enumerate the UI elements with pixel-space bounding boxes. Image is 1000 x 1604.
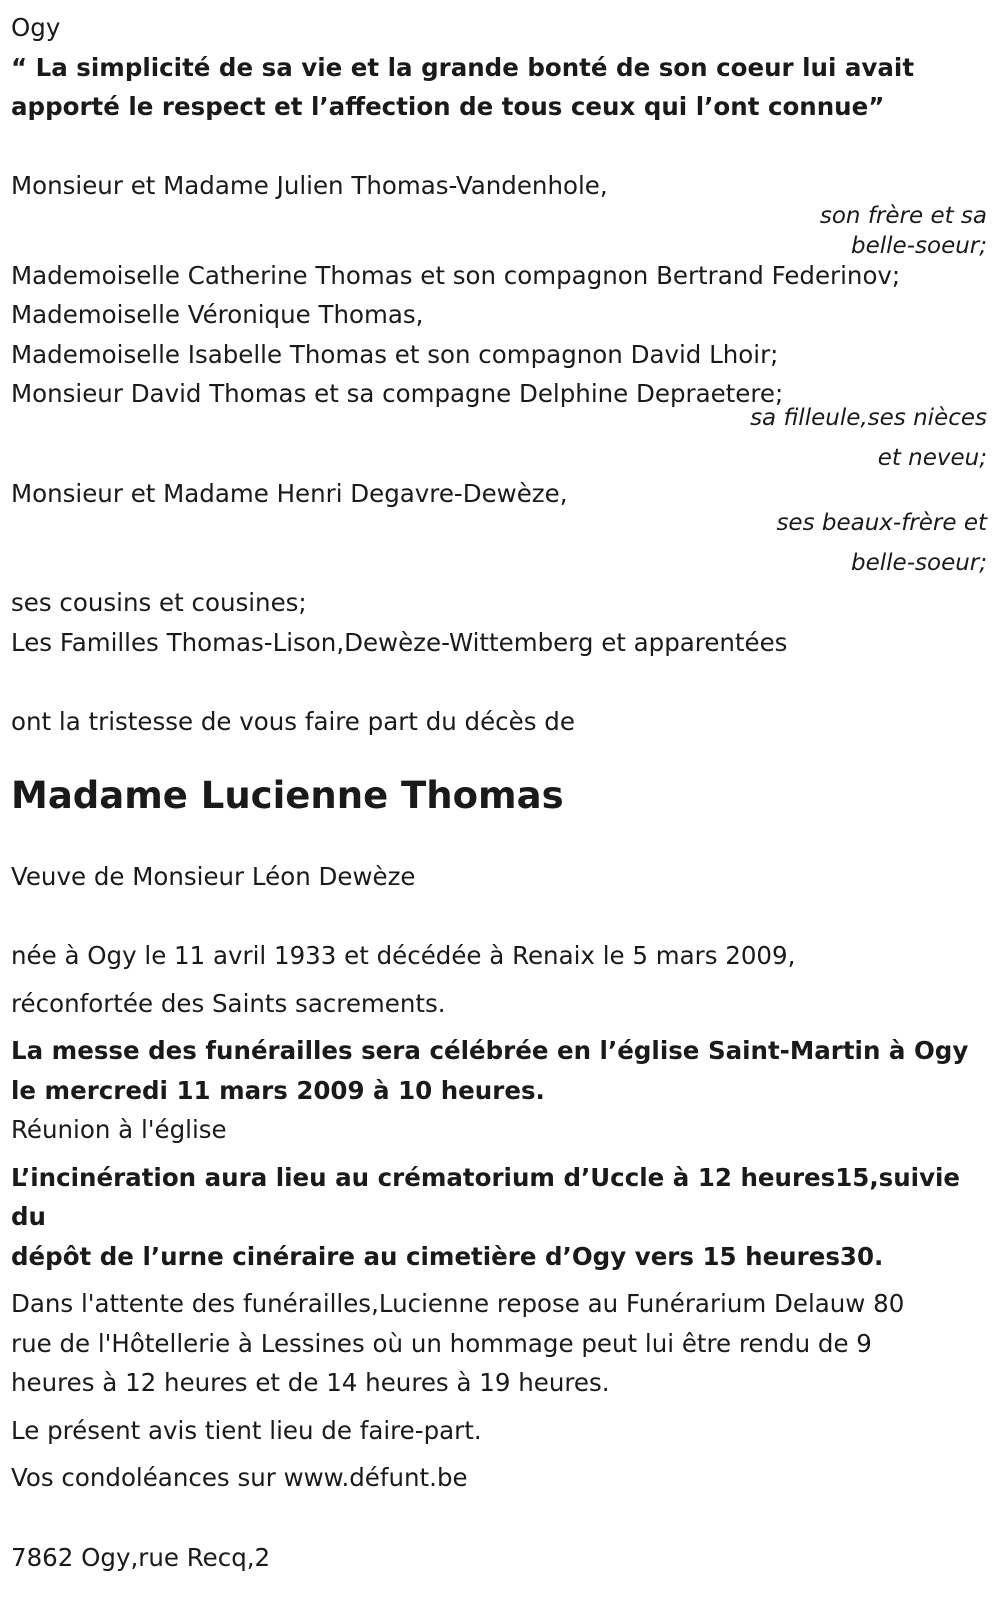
- funeral-mass: [11, 1031, 990, 1110]
- family-veronique: Mademoiselle Véronique Thomas,: [11, 300, 424, 329]
- quote-line-2: apporté le respect et l’affection de tous ceux qui l’ont connue”: [11, 92, 885, 121]
- family-david: Monsieur David Thomas et sa compagne Delphine Depraetere;: [11, 379, 784, 408]
- family-henri: Monsieur et Madame Henri Degavre-Dewèze,: [11, 478, 568, 508]
- visitation-line-2: rue de l'Hôtellerie à Lessines où un hommage peut lui être rendu de 9: [11, 1328, 872, 1358]
- visitation-line-1: Dans l'attente des funérailles,Lucienne repose au Funérarium Delauw 80: [11, 1289, 905, 1318]
- location-header: Ogy: [11, 13, 61, 42]
- relation-inlaws-1: ses beaux-frère et: [776, 510, 987, 536]
- family-cousins: ses cousins et cousines;: [11, 588, 307, 617]
- family-catherine: Mademoiselle Catherine Thomas et son compagnon Bertrand Federinov;: [11, 260, 901, 290]
- meeting: Réunion à l'église: [11, 1115, 227, 1144]
- funeral-mass-line-2: le mercredi 11 mars 2009 à 10 heures.: [11, 1075, 545, 1105]
- relation-brother-2: belle-soeur;: [851, 232, 987, 259]
- condolences: Vos condoléances sur www.défunt.be: [11, 1463, 468, 1492]
- spacer: [11, 127, 990, 167]
- cremation-line-1: L’incinération aura lieu au crématorium d’Uccle à 12 heures15,suivie du: [11, 1162, 961, 1231]
- relation-nieces-2: et neveu;: [877, 444, 987, 471]
- relation-nieces-1: sa filleule,ses nièces: [750, 404, 987, 431]
- relation-inlaws-2: belle-soeur;: [851, 550, 987, 576]
- relation-brother-1: son frère et sa: [819, 202, 987, 229]
- quote: [11, 48, 990, 127]
- visitation: [11, 1284, 990, 1403]
- visitation-line-3: heures à 12 heures et de 14 heures à 19 heures.: [11, 1368, 610, 1397]
- deceased-name: Madame Lucienne Thomas: [11, 774, 564, 817]
- family-julien: Monsieur et Madame Julien Thomas-Vandenhole,: [11, 171, 608, 200]
- address: 7862 Ogy,rue Recq,2: [11, 1542, 271, 1572]
- birth-death: née à Ogy le 11 avril 1933 et décédée à Renaix le 5 mars 2009,: [11, 941, 796, 970]
- family-families: Les Familles Thomas-Lison,Dewèze-Wittemberg et apparentées: [11, 627, 788, 657]
- spacer: [11, 662, 990, 702]
- spacer: [11, 897, 990, 937]
- sacraments: réconfortée des Saints sacrements.: [11, 988, 446, 1018]
- funeral-mass-line-1: La messe des funérailles sera célébrée en l’église Saint-Martin à Ogy: [11, 1036, 969, 1065]
- announcement: ont la tristesse de vous faire part du décès de: [11, 706, 575, 736]
- widow-of: Veuve de Monsieur Léon Dewèze: [11, 862, 416, 891]
- cremation: [11, 1158, 990, 1277]
- cremation-line-2: dépôt de l’urne cinéraire au cimetière d’Ogy vers 15 heures30.: [11, 1241, 884, 1271]
- notice: Le présent avis tient lieu de faire-part.: [11, 1415, 482, 1445]
- quote-line-1: “ La simplicité de sa vie et la grande bonté de son coeur lui avait: [11, 52, 915, 82]
- family-isabelle: Mademoiselle Isabelle Thomas et son compagnon David Lhoir;: [11, 339, 779, 369]
- family-list: [11, 166, 990, 662]
